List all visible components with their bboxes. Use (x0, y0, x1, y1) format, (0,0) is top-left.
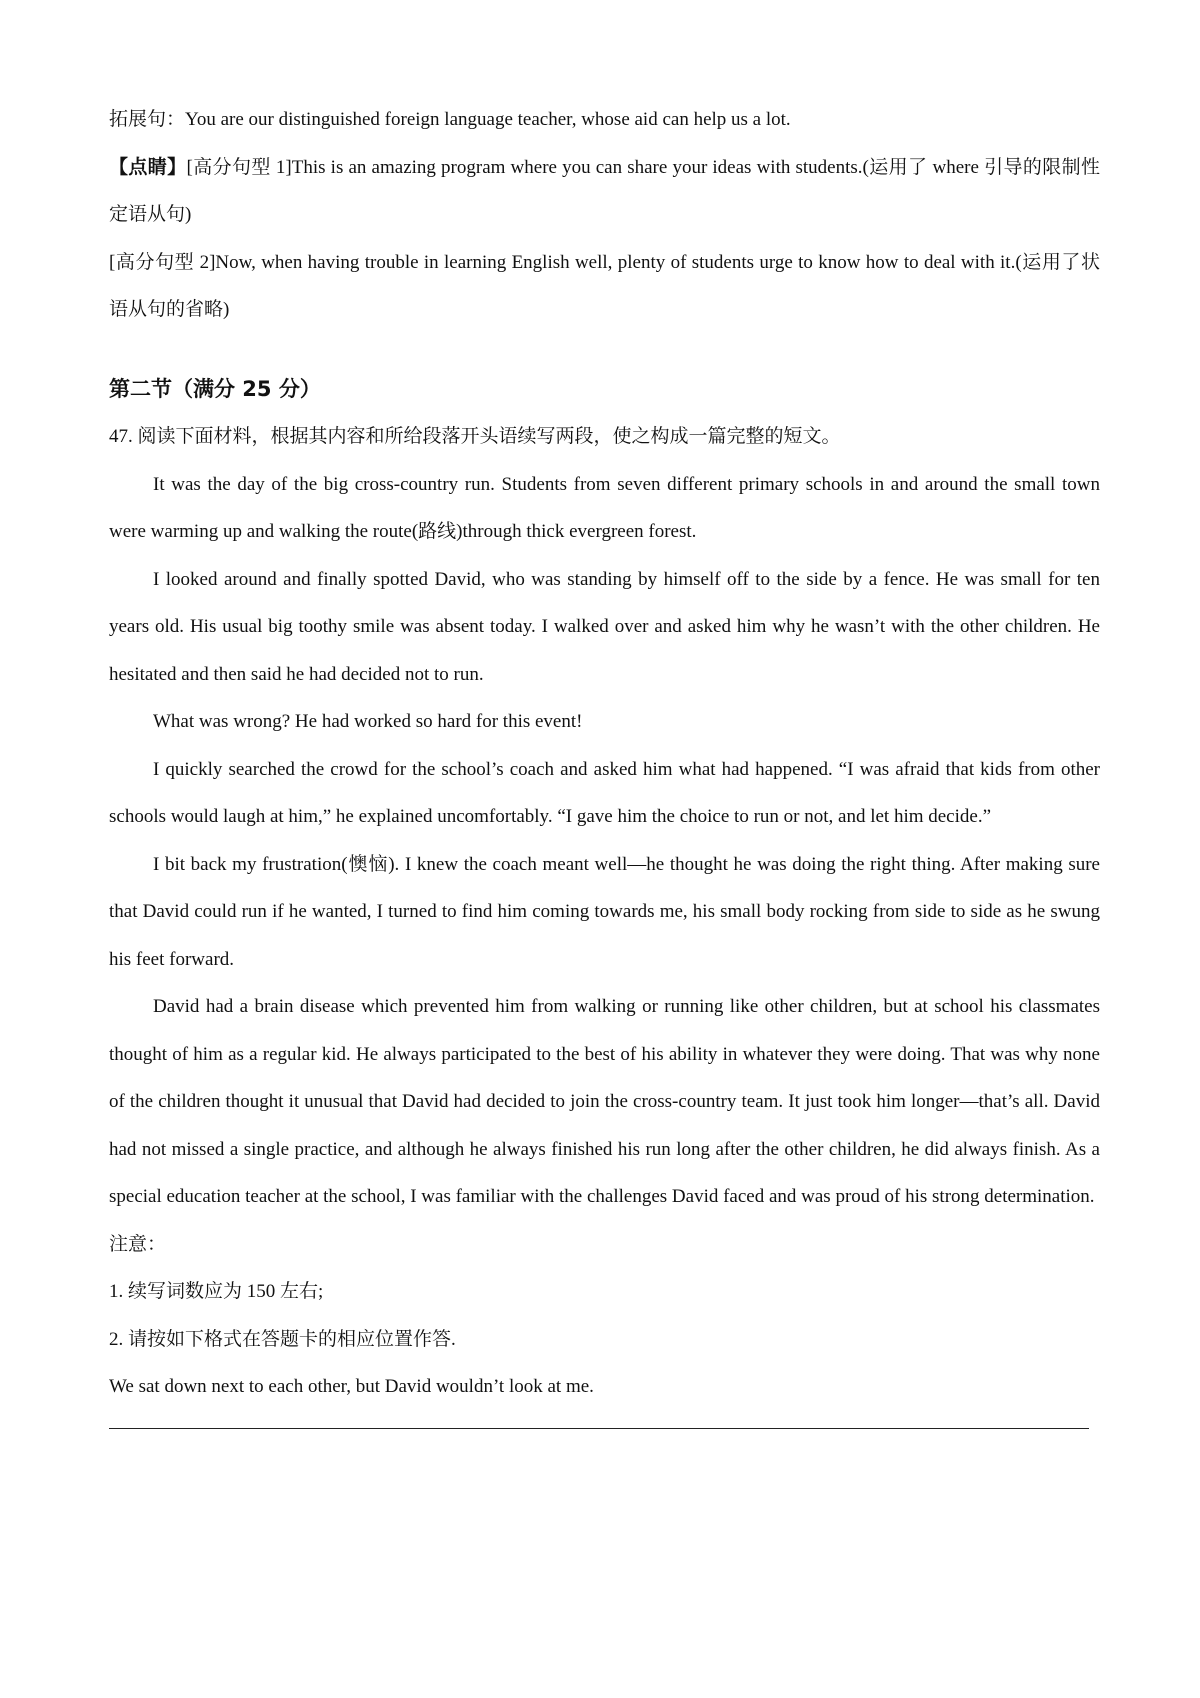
tip-bracket-label: 【点睛】 (109, 156, 187, 178)
notes-label: 注意： (109, 1233, 167, 1255)
section-title: 第二节（满分 25 分） (109, 376, 321, 401)
story-paragraph: David had a brain disease which prevented him from walking or running like other children, but at school his classmates thought of him as a regular kid. He always participated to the best of his ability in whatever they were doing. That was why none of the children thought it unusual that David had decided to join the cross-country team. It just took him longer—that’s all. David had not missed a single practice, and although he always finished his run long after the other children, he did always finish. As a special education teacher at the school, I was familiar with the challenges David faced and was proud of his strong determination. (109, 996, 1100, 1207)
tip-pattern-1 (109, 144, 1100, 239)
extended-sentence: 拓展句：You are our distinguished foreign language teacher, whose aid can help us a lot. (109, 109, 791, 130)
story-paragraph: What was wrong? He had worked so hard for this event! (153, 711, 583, 732)
tip-pattern-2: [高分句型 2]Now, when having trouble in learning English well, plenty of students urge to know how to deal with it.(运用了状语从句的省略) (109, 251, 1100, 320)
story-paragraph: I looked around and finally spotted David, who was standing by himself off to the side by a fence. He was small for ten years old. His usual big toothy smile was absent today. I walked over and asked him why he wasn’t with the other children. He hesitated and then said he had decided not to run. (109, 568, 1100, 685)
question-prompt: 47. 阅读下面材料，根据其内容和所给段落开头语续写两段，使之构成一篇完整的短文。 (109, 426, 841, 447)
story-paragraph: I quickly searched the crowd for the school’s coach and asked him what had happened. “I was afraid that kids from other schools would laugh at him,” he explained uncomfortably. “I gave him the choice to run or not, and let him decide.” (109, 758, 1100, 827)
tip-pattern-1-text: [高分句型 1]This is an amazing program where you can share your ideas with students.(运用了 where 引导的限制性定语从句) (109, 156, 1100, 225)
story-paragraph: I bit back my frustration(懊恼). I knew the coach meant well—he thought he was doing the right thing. After making sure that David could run if he wanted, I turned to find him coming towards me, his small body rocking from side to side as he swung his feet forward. (109, 853, 1100, 970)
note-item: 1. 续写词数应为 150 左右; (109, 1281, 324, 1302)
opening-line: We sat down next to each other, but David wouldn’t look at me. (109, 1376, 594, 1397)
document-page (109, 96, 1100, 1429)
answer-line (109, 1428, 1089, 1429)
note-item: 2. 请按如下格式在答题卡的相应位置作答. (109, 1328, 456, 1350)
story-paragraph: It was the day of the big cross-country run. Students from seven different primary schools in and around the small town were warming up and walking the route(路线)through thick evergreen forest. (109, 473, 1100, 542)
